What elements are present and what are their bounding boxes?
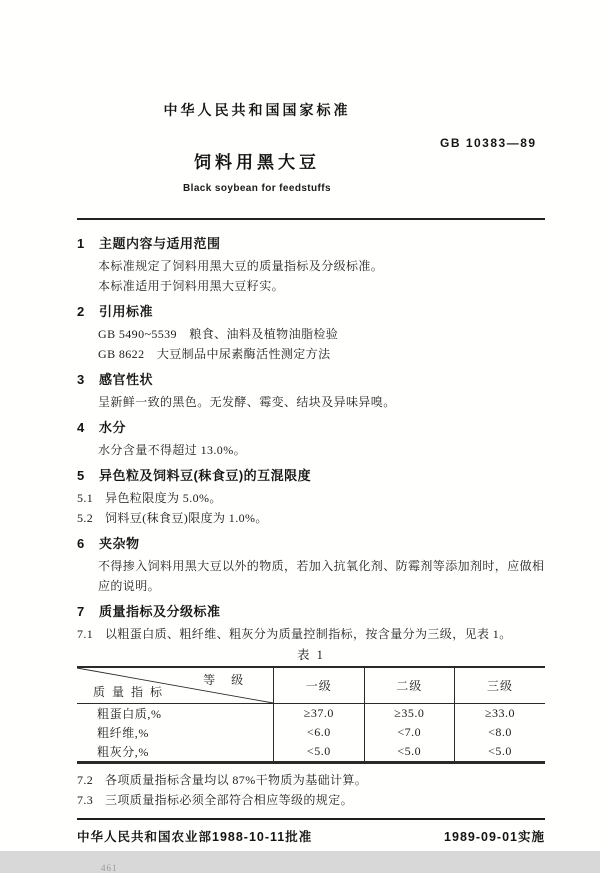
section-title: 水分 [99, 420, 127, 435]
section-3 [77, 370, 545, 412]
clause-text: 三项质量指标必须全部符合相应等级的规定。 [105, 793, 354, 807]
clause-number: 7.3 [77, 793, 94, 807]
section-5-heading [77, 466, 545, 486]
table-row [77, 742, 545, 763]
section-1 [77, 234, 545, 296]
clause-text: 饲料豆(秣食豆)限度为 1.0%。 [105, 511, 268, 525]
section-title: 感官性状 [99, 372, 154, 387]
row-label-crude-ash: 粗灰分,% [97, 745, 149, 759]
header-divider [77, 218, 545, 220]
standard-number: GB 10383—89 [440, 136, 537, 150]
row-label-crude-fiber: 粗纤维,% [97, 726, 149, 740]
section-title: 异色粒及饲料豆(秣食豆)的互混限度 [99, 468, 312, 483]
clause-text: 以粗蛋白质、粗纤维、粗灰分为质量控制指标，按含量分为三级，见表 1。 [105, 627, 512, 641]
table-header-row [77, 667, 545, 704]
section-title: 夹杂物 [99, 536, 140, 551]
table-corner-cell [77, 667, 274, 704]
section-2-heading [77, 302, 545, 322]
paragraph: 不得掺入饲料用黑大豆以外的物质，若加入抗氧化剂、防霉剂等添加剂时，应做相应的说明。 [98, 559, 545, 593]
clause-number: 7.2 [77, 773, 94, 787]
implementation-date: 1989-09-01实施 [444, 830, 545, 844]
section-5 [77, 466, 545, 528]
cell-value: <8.0 [455, 723, 545, 742]
document-title-cn: 饲料用黑大豆 [194, 153, 320, 172]
post-table-clauses [77, 770, 545, 810]
column-header-grade3: 三级 [455, 667, 545, 704]
section-4-heading [77, 418, 545, 438]
section-6-heading [77, 534, 545, 554]
section-title: 质量指标及分级标准 [99, 604, 221, 619]
grade-table [77, 666, 545, 764]
section-7 [77, 602, 545, 644]
referenced-standard: GB 8622 大豆制品中尿素酶活性测定方法 [98, 347, 331, 361]
referenced-standard: GB 5490~5539 粮食、油料及植物油脂检验 [98, 327, 339, 341]
clause-5-2 [77, 508, 545, 528]
section-number: 6 [77, 536, 85, 551]
page-number: 461 [101, 863, 118, 873]
clause-text: 各项质量指标含量均以 87%干物质为基础计算。 [105, 773, 368, 787]
section-number: 1 [77, 236, 85, 251]
section-number: 2 [77, 304, 85, 319]
clause-text: 异色粒限度为 5.0%。 [105, 491, 222, 505]
table-row [77, 723, 545, 742]
cell-value: ≥33.0 [455, 704, 545, 724]
cell-value: <7.0 [364, 723, 454, 742]
cell-value: <5.0 [455, 742, 545, 763]
cell-value: ≥35.0 [364, 704, 454, 724]
document-title-en: Black soybean for feedstuffs [183, 183, 331, 194]
footer-divider [77, 818, 545, 820]
clause-7-3 [77, 790, 545, 810]
cell-value: <6.0 [274, 723, 364, 742]
section-1-heading [77, 234, 545, 254]
section-7-heading [77, 602, 545, 622]
footer [77, 827, 545, 845]
section-title: 引用标准 [99, 304, 154, 319]
section-number: 3 [77, 372, 85, 387]
cell-value: ≥37.0 [274, 704, 364, 724]
section-title: 主题内容与适用范围 [99, 236, 221, 251]
clause-5-1 [77, 488, 545, 508]
section-3-heading [77, 370, 545, 390]
clause-number: 7.1 [77, 627, 94, 641]
corner-label-quality-index: 质 量 指 标 [93, 685, 165, 699]
section-number: 4 [77, 420, 85, 435]
paragraph: 呈新鲜一致的黑色。无发酵、霉变、结块及异味异嗅。 [98, 395, 396, 409]
row-label-crude-protein: 粗蛋白质,% [97, 707, 162, 721]
column-header-grade2: 二级 [364, 667, 454, 704]
standard-org-line: 中华人民共和国国家标准 [163, 102, 351, 118]
clause-7-2 [77, 770, 545, 790]
paragraph: 本标准适用于饲料用黑大豆籽实。 [98, 279, 285, 293]
clause-number: 5.2 [77, 511, 94, 525]
clause-number: 5.1 [77, 491, 94, 505]
section-2 [77, 302, 545, 364]
approval-text: 中华人民共和国农业部1988-10-11批准 [77, 830, 313, 844]
cell-value: <5.0 [274, 742, 364, 763]
cell-value: <5.0 [364, 742, 454, 763]
document-header [77, 100, 437, 194]
corner-label-grade: 等 级 [203, 673, 246, 687]
paragraph: 水分含量不得超过 13.0%。 [98, 443, 246, 457]
paragraph: 本标准规定了饲料用黑大豆的质量指标及分级标准。 [98, 259, 384, 273]
section-6 [77, 534, 545, 596]
section-4 [77, 418, 545, 460]
table-row [77, 704, 545, 724]
table-caption: 表 1 [297, 648, 325, 662]
clause-7-1 [77, 624, 545, 644]
column-header-grade1: 一级 [274, 667, 364, 704]
section-number: 5 [77, 468, 85, 483]
section-number: 7 [77, 604, 85, 619]
